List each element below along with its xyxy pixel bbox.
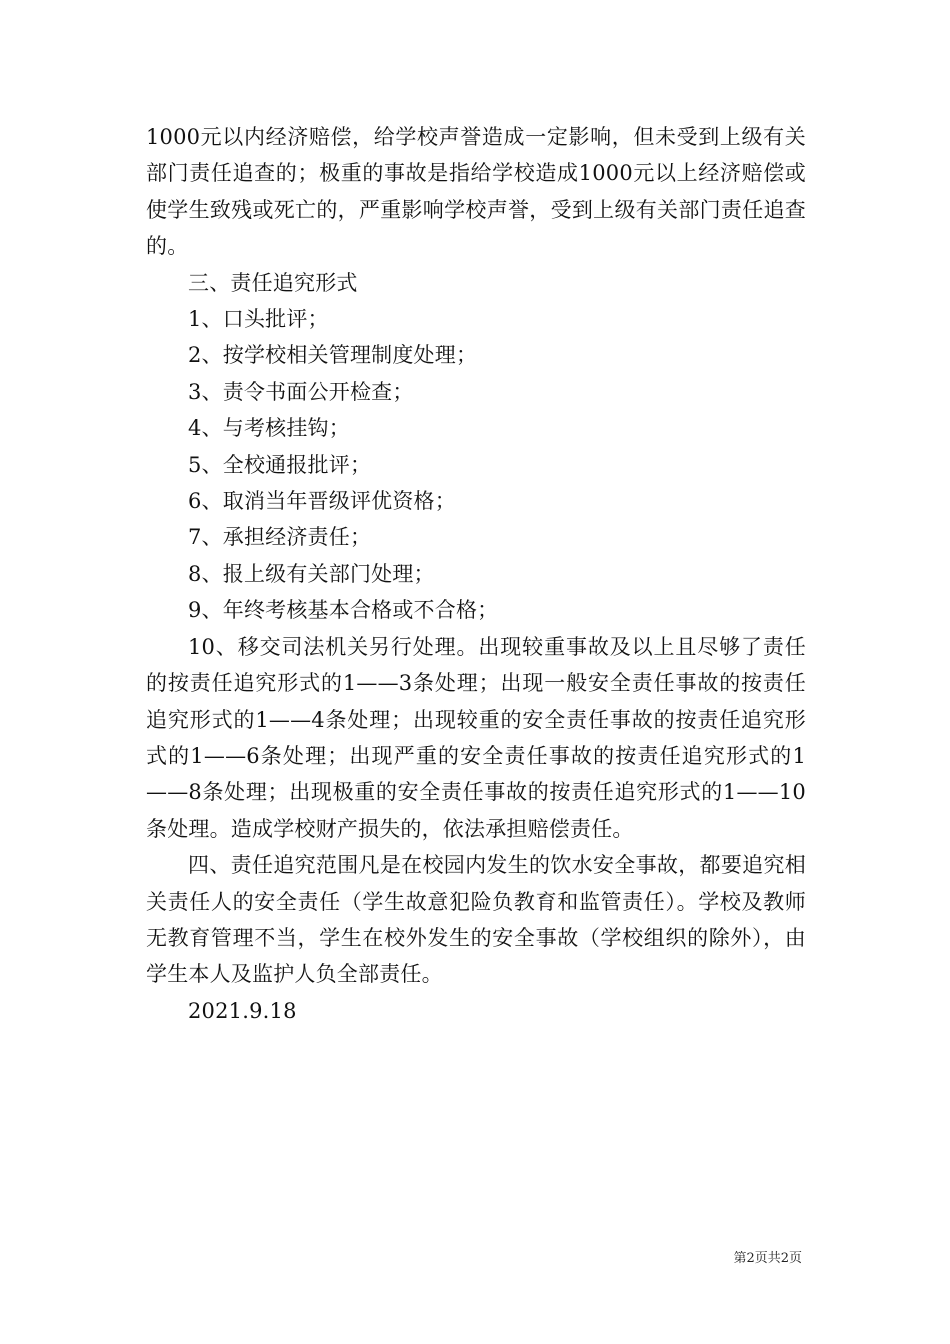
list-item-with-rules: 10、移交司法机关另行处理。出现较重事故及以上且尽够了责任的按责任追究形式的1——3条处理；出现一般安全责任事故的按责任追究形式的1——4条处理；出现较重的安全责任事故的按责任追究形式的1——6条处理；出现严重的安全责任事故的按责任追究形式的1——8条处理；出现极重的安全责任事故的按责任追究形式的1——10条处理。造成学校财产损失的，依法承担赔偿责任。 [146,634,806,841]
list-item: 7、承担经济责任； [188,525,372,550]
document-date: 2021.9.18 [188,998,297,1023]
list-item: 2、按学校相关管理制度处理； [188,343,478,368]
document-body [146,119,806,1029]
list-item: 1、口头批评； [188,307,329,332]
list-item: 4、与考核挂钩； [188,416,350,441]
list-item: 3、责令书面公开检查； [188,379,414,404]
list-item: 5、全校通报批评； [188,452,372,477]
page-number: 第2页共2页 [733,1251,802,1266]
list-item: 8、报上级有关部门处理； [188,561,435,586]
list-item: 9、年终考核基本合格或不合格； [188,598,499,623]
section-heading-accountability-forms: 三、责任追究形式 [188,270,358,295]
list-item: 6、取消当年晋级评优资格； [188,489,456,514]
paragraph-accountability-scope: 四、责任追究范围凡是在校园内发生的饮水安全事故，都要追究相关责任人的安全责任（学生故意犯险负教育和监管责任）。学校及教师无教育管理不当，学生在校外发生的安全事故（学校组织的除外），由学生本人及监护人负全部责任。 [146,853,806,987]
paragraph-damage-definition: 1000元以内经济赔偿，给学校声誉造成一定影响，但未受到上级有关部门责任追查的；极重的事故是指给学校造成1000元以上经济赔偿或使学生致残或死亡的，严重影响学校声誉，受到上级有关部门责任追查的。 [146,125,806,259]
